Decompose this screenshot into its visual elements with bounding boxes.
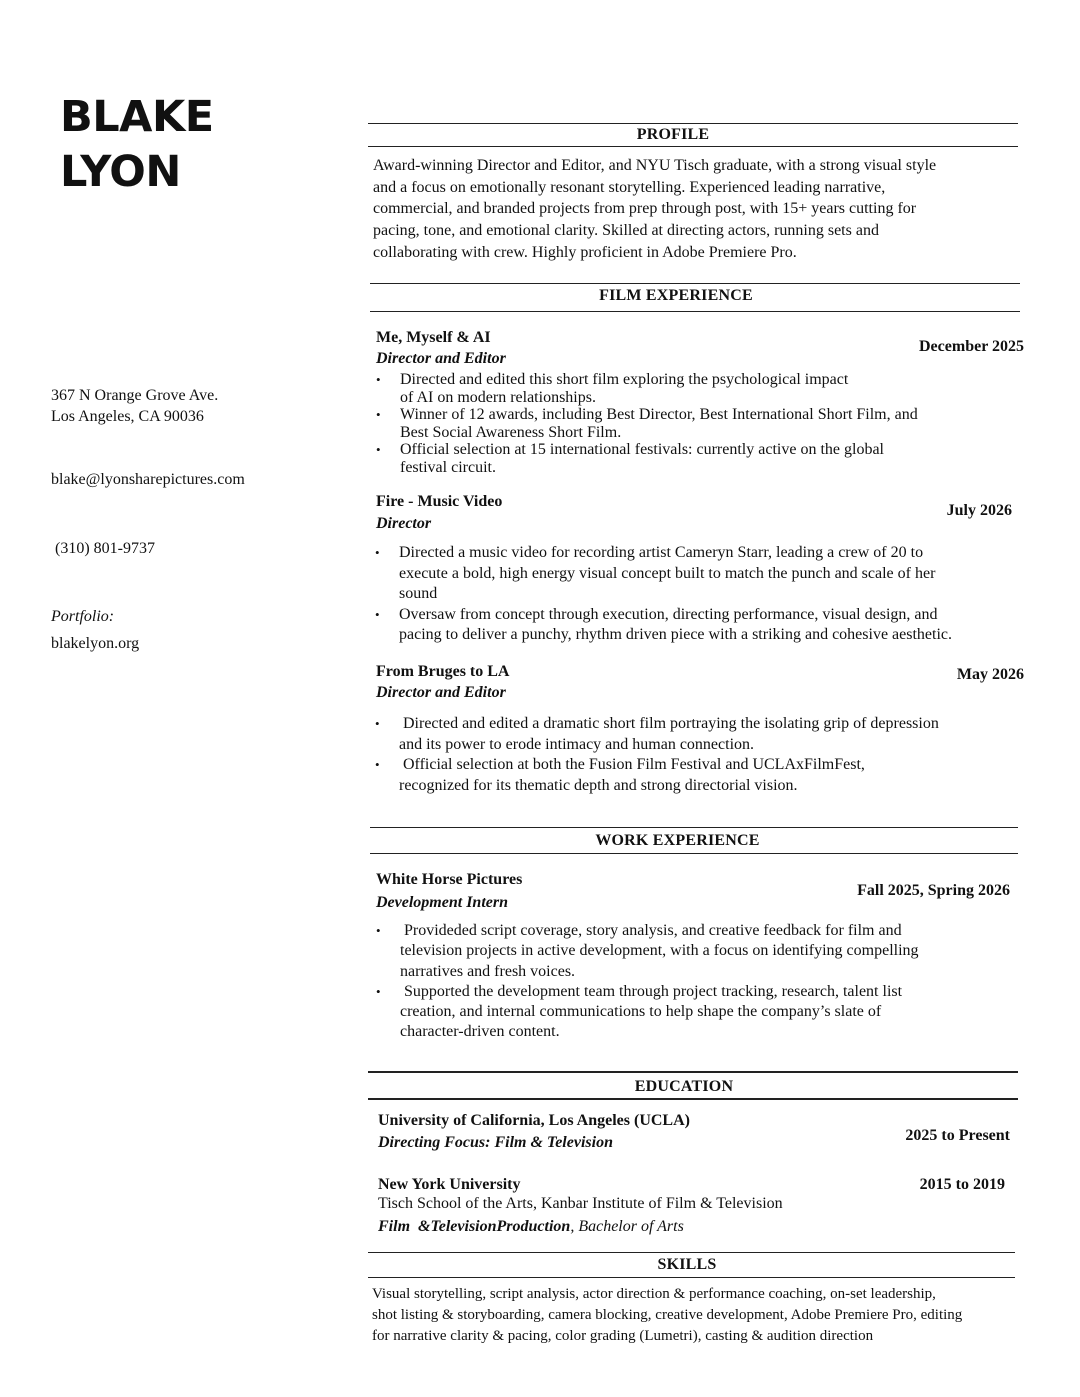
film-title: Me, Myself & AI — [376, 329, 491, 346]
film-date: May 2026 — [956, 666, 1024, 683]
education-date: 2015 to 2019 — [919, 1176, 1005, 1193]
work-employer: White Horse Pictures — [376, 871, 523, 888]
skills-heading: SKILLS — [657, 1256, 717, 1273]
film-bullets — [399, 543, 1039, 646]
education-focus: Directing Focus: Film & Television — [378, 1134, 613, 1151]
profile-line: collaborating with crew. Highly proficient in Adobe Premiere Pro. — [373, 243, 797, 261]
work-role: Development Intern — [376, 894, 508, 911]
film-role: Director and Editor — [376, 684, 506, 701]
address-line-1: 367 N Orange Grove Ave. — [51, 387, 219, 404]
skills-line: shot listing & storyboarding, camera blocking, creative development, Adobe Premiere Pro, editing — [372, 1307, 963, 1323]
work-top-rule — [370, 827, 1018, 828]
skills-line: for narrative clarity & pacing, color grading (Lumetri), casting & audition direction — [372, 1328, 874, 1344]
portfolio-link[interactable]: blakelyon.org — [51, 635, 140, 652]
portfolio-label: Portfolio: — [51, 608, 115, 625]
education-date: 2025 to Present — [905, 1127, 1010, 1144]
film-role: Director and Editor — [376, 350, 506, 367]
profile-line: Award-winning Director and Editor, and NYU Tisch graduate, with a strong visual style — [373, 157, 937, 174]
bullet-item: • Directed and edited a dramatic short film portraying the isolating grip of depression and its power to erode intimacy and human connection. — [399, 714, 1019, 755]
profile-line: pacing, tone, and emotional clarity. Skilled at directing actors, running sets and — [373, 222, 879, 240]
bullet-item: • Directed a music video for recording artist Cameryn Starr, leading a crew of 20 to execute a bold, high energy visual concept built to match the punch and scale of her sound — [399, 543, 1039, 605]
bullet-item: • Provideded script coverage, story analysis, and creative feedback for film and television projects in active development, with a focus on identifying compelling narratives and fresh voices. — [400, 921, 1020, 982]
skills-top-rule — [368, 1252, 1015, 1253]
film-bottom-rule — [370, 311, 1020, 312]
skills-bottom-rule — [368, 1277, 1015, 1278]
address-line-2: Los Angeles, CA 90036 — [51, 408, 204, 425]
work-experience-heading: WORK EXPERIENCE — [595, 832, 760, 849]
bullet-item: • Official selection at 15 international festivals: currently active on the global festival circuit. — [400, 441, 1020, 476]
last-name: LYON — [60, 147, 181, 197]
education-bottom-rule — [368, 1098, 1018, 1100]
bullet-item: • Directed and edited this short film exploring the psychological impact of AI on modern relationships. — [400, 371, 1020, 406]
degree-program: Film &TelevisionProduction — [378, 1218, 571, 1235]
education-detail: Tisch School of the Arts, Kanbar Institute of Film & Television — [378, 1195, 783, 1212]
film-title: Fire - Music Video — [376, 493, 503, 510]
bullet-item: • Supported the development team through project tracking, research, talent list creation, and internal communications to help shape the company’s slate of character-driven content. — [400, 982, 1020, 1043]
first-name: BLAKE — [60, 92, 214, 142]
education-degree — [378, 1217, 684, 1237]
skills-line: Visual storytelling, script analysis, actor direction & performance coaching, on-set leadership, — [372, 1286, 936, 1302]
film-date: July 2026 — [946, 502, 1012, 519]
profile-line: commercial, and branded projects from prep through post, with 15+ years cutting for — [373, 200, 917, 218]
email-address[interactable]: blake@lyonsharepictures.com — [51, 471, 245, 488]
phone-number[interactable]: (310) 801-9737 — [55, 540, 155, 557]
film-title: From Bruges to LA — [376, 663, 510, 680]
profile-line: and a focus on emotionally resonant storytelling. Experienced leading narrative, — [373, 178, 886, 196]
work-bottom-rule — [370, 853, 1018, 854]
profile-bottom-rule — [368, 146, 1018, 147]
film-top-rule — [370, 283, 1020, 284]
bullet-item: • Winner of 12 awards, including Best Director, Best International Short Film, and Best Social Awareness Short Film. — [400, 406, 1020, 441]
profile-top-rule — [368, 123, 1018, 124]
profile-summary — [373, 155, 1013, 264]
film-bullets — [400, 371, 1020, 476]
skills-list — [372, 1284, 1032, 1347]
education-school: New York University — [378, 1176, 521, 1193]
film-experience-heading: FILM EXPERIENCE — [599, 287, 753, 304]
film-bullets — [399, 714, 1019, 796]
bullet-item: • Oversaw from concept through execution, directing performance, visual design, and pacing to deliver a punchy, rhythm driven piece with a striking and cohesive aesthetic. — [399, 605, 1039, 646]
bullet-item: • Official selection at both the Fusion Film Festival and UCLAxFilmFest, recognized for its thematic depth and strong directorial vision. — [399, 755, 1019, 796]
film-date: December 2025 — [919, 338, 1024, 355]
work-bullets — [400, 921, 1020, 1043]
degree-type: , Bachelor of Arts — [570, 1218, 684, 1235]
education-top-rule — [368, 1071, 1018, 1073]
film-role: Director — [376, 515, 432, 532]
education-school: University of California, Los Angeles (UCLA) — [378, 1112, 690, 1129]
work-date: Fall 2025, Spring 2026 — [857, 882, 1010, 899]
profile-heading: PROFILE — [636, 126, 710, 143]
education-heading: EDUCATION — [634, 1078, 734, 1095]
